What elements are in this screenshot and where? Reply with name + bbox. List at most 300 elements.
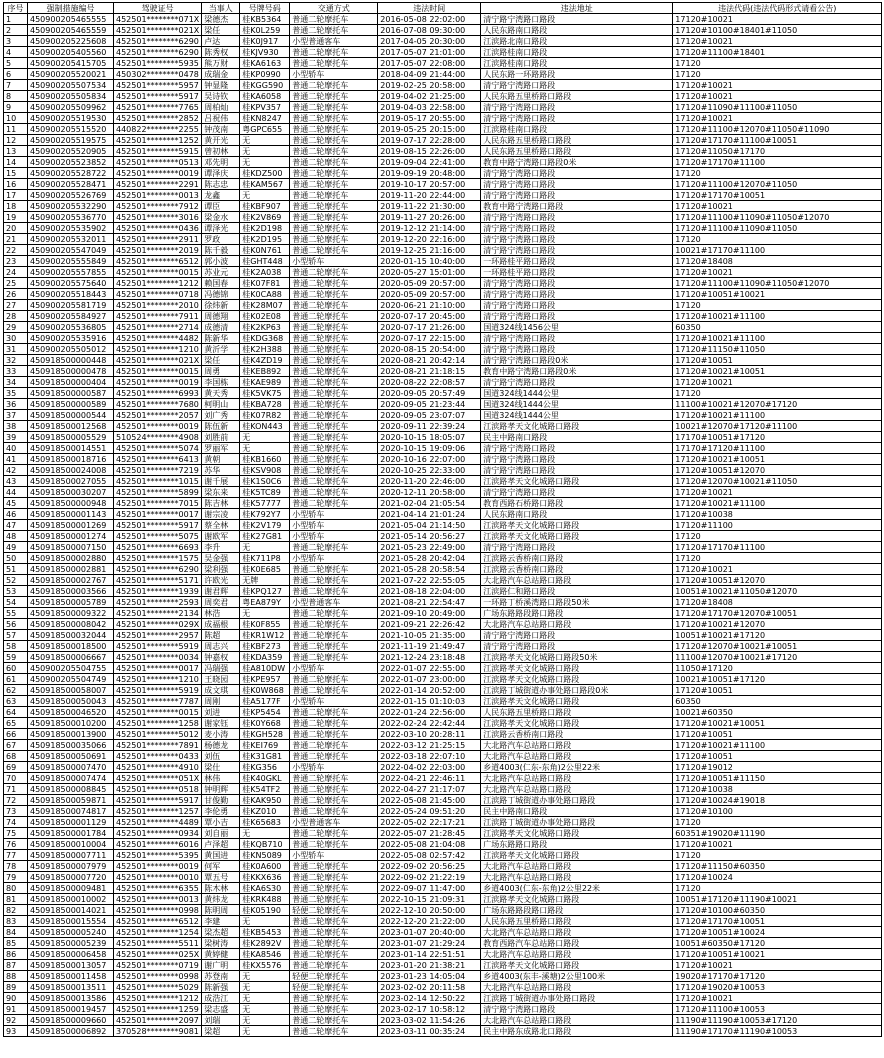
cell-location: 清宁路宁湾路口路段 [481,190,673,201]
cell-plate: 桂KP5454 [240,707,290,718]
cell-index: 69 [4,762,28,773]
cell-code: 17120 [673,69,882,80]
cell-measure-id: 450918500009322 [28,608,114,619]
cell-plate: 桂KON443 [240,421,290,432]
cell-index: 24 [4,267,28,278]
cell-party: 苏业元 [202,267,240,278]
table-row [4,14,882,25]
table-row [4,597,882,608]
cell-time: 2022-04-27 21:17:07 [378,784,481,795]
cell-vehicle-type: 小型轿车 [290,256,378,267]
cell-location: 乡道4003(东丰-溪塘)2公里100米 [481,971,673,982]
cell-plate: 桂K0L259 [240,25,290,36]
cell-index: 31 [4,344,28,355]
cell-party: 黄开光 [202,135,240,146]
cell-code: 17120#11100#11090#11050#12070 [673,278,882,289]
cell-location: 大北路汽车总站路口路段 [481,575,673,586]
cell-plate: 桂A810DW [240,663,290,674]
cell-license-no: 452501********071X [114,14,202,25]
cell-location: 人民东路五里桥路口路段 [481,91,673,102]
cell-time: 2020-08-15 20:54:00 [378,344,481,355]
cell-index: 90 [4,993,28,1004]
cell-code: 17120#10021#10051 [673,454,882,465]
cell-plate: 无 [240,608,290,619]
cell-license-no: 452501********0010 [114,872,202,883]
cell-vehicle-type: 普通二轮摩托车 [290,399,378,410]
table-row [4,234,882,245]
cell-party: 郭小波 [202,256,240,267]
cell-time: 2019-05-25 20:15:00 [378,124,481,135]
cell-measure-id: 450918500074817 [28,806,114,817]
cell-measure-id: 450900205405560 [28,47,114,58]
cell-time: 2020-07-17 20:45:00 [378,311,481,322]
cell-index: 35 [4,388,28,399]
table-row [4,487,882,498]
cell-plate: 桂A5177F [240,696,290,707]
cell-location: 江滨路仁和路口路段 [481,586,673,597]
table-row [4,256,882,267]
cell-vehicle-type: 普通二轮摩托车 [290,322,378,333]
table-row [4,828,882,839]
cell-measure-id: 450900205509962 [28,102,114,113]
cell-vehicle-type: 普通二轮摩托车 [290,641,378,652]
cell-plate: 桂KP0990 [240,69,290,80]
cell-index: 78 [4,861,28,872]
cell-vehicle-type: 普通二轮摩托车 [290,157,378,168]
cell-code: 17120#10021#11100 [673,410,882,421]
cell-plate: 桂KAE989 [240,377,290,388]
cell-license-no: 452501********7219 [114,465,202,476]
table-row [4,190,882,201]
cell-plate: 无 [240,1004,290,1015]
cell-time: 2023-01-07 20:40:00 [378,927,481,938]
cell-time: 2019-08-15 22:26:00 [378,146,481,157]
cell-party: 苏华 [202,465,240,476]
table-row [4,124,882,135]
cell-vehicle-type: 普通二轮摩托车 [290,311,378,322]
cell-location: 江滨路孝天文化城路口路段 [481,718,673,729]
cell-vehicle-type: 小型轿车 [290,520,378,531]
cell-index: 74 [4,817,28,828]
cell-time: 2020-05-27 15:01:00 [378,267,481,278]
cell-index: 51 [4,564,28,575]
cell-time: 2020-10-25 22:33:00 [378,465,481,476]
cell-time: 2019-09-04 22:41:00 [378,157,481,168]
cell-time: 2022-05-08 02:57:42 [378,850,481,861]
cell-vehicle-type: 普通二轮摩托车 [290,1026,378,1037]
table-row [4,729,882,740]
cell-code: 10021#12070#17120#11100 [673,421,882,432]
cell-party: 刘胜前 [202,432,240,443]
cell-license-no: 452501********2291 [114,179,202,190]
cell-index: 38 [4,421,28,432]
cell-license-no: 452501********1575 [114,553,202,564]
cell-code: 17120#10051#12070 [673,465,882,476]
cell-code: 17120 [673,553,882,564]
cell-license-no: 452501********5919 [114,641,202,652]
table-row [4,817,882,828]
cell-vehicle-type: 普通二轮摩托车 [290,300,378,311]
cell-license-no: 452501********5395 [114,850,202,861]
cell-time: 2019-11-22 21:30:00 [378,201,481,212]
cell-license-no: 452501********7680 [114,399,202,410]
cell-index: 40 [4,443,28,454]
cell-license-no: 452501********6016 [114,839,202,850]
cell-license-no: 452501********0019 [114,861,202,872]
cell-index: 89 [4,982,28,993]
cell-index: 91 [4,1004,28,1015]
cell-time: 2023-01-07 21:29:24 [378,938,481,949]
cell-vehicle-type: 普通二轮摩托车 [290,344,378,355]
cell-location: 清宁路宁湾路口路段 [481,641,673,652]
cell-location: 清宁路宁湾路口路段 [481,223,673,234]
cell-party: 谢君辉 [202,586,240,597]
table-row [4,674,882,685]
cell-plate: 桂KB1660 [240,454,290,465]
cell-measure-id: 450900205523852 [28,157,114,168]
cell-index: 66 [4,729,28,740]
table-row [4,894,882,905]
cell-license-no: 452501********5919 [114,685,202,696]
cell-party: 成文琪 [202,685,240,696]
cell-license-no: 452501********5935 [114,58,202,69]
cell-code: 17120#10100#18401#11050 [673,25,882,36]
cell-party: 罗政 [202,234,240,245]
cell-license-no: 452501********0019 [114,421,202,432]
table-row [4,113,882,124]
cell-party: 陈志忠 [202,179,240,190]
cell-party: 陈秀权 [202,47,240,58]
table-row [4,322,882,333]
cell-code: 60351#19020#11190 [673,828,882,839]
cell-time: 2023-02-17 10:58:12 [378,1004,481,1015]
cell-measure-id: 450900205532290 [28,201,114,212]
cell-index: 64 [4,707,28,718]
cell-code: 17120#10021 [673,14,882,25]
cell-plate: 无 [240,916,290,927]
cell-index: 82 [4,905,28,916]
cell-party: 梁仕 [202,762,240,773]
cell-code: 17170#10051#17120 [673,432,882,443]
cell-vehicle-type: 普通二轮摩托车 [290,443,378,454]
cell-index: 23 [4,256,28,267]
violations-table [3,2,882,1037]
cell-location: 清宁路宁湾路口路段 [481,630,673,641]
cell-measure-id: 450918500007720 [28,872,114,883]
cell-time: 2023-01-23 14:05:04 [378,971,481,982]
cell-location: 大北路汽车总站路口路段 [481,619,673,630]
cell-location: 清宁路宁湾路口路段 [481,245,673,256]
cell-party: 覃五号 [202,872,240,883]
cell-license-no: 452501********2010 [114,300,202,311]
cell-time: 2019-09-19 20:48:00 [378,168,481,179]
cell-vehicle-type: 普通二轮摩托车 [290,410,378,421]
cell-measure-id: 450918500019457 [28,1004,114,1015]
cell-time: 2022-04-02 22:03:00 [378,762,481,773]
cell-location: 江滨路云香桥南口路段 [481,553,673,564]
cell-location: 一环路丁桥溪湾路口路段50米 [481,597,673,608]
cell-index: 16 [4,179,28,190]
table-row [4,927,882,938]
cell-measure-id: 450918500007711 [28,850,114,861]
cell-location: 一环路桂平路口路段 [481,267,673,278]
cell-plate: 无 [240,993,290,1004]
cell-code: 17120 [673,300,882,311]
cell-code: 17120#10021 [673,993,882,1004]
cell-license-no: 510524********4908 [114,432,202,443]
cell-license-no: 452501********7891 [114,740,202,751]
cell-code: 17120#10024#19018 [673,795,882,806]
cell-measure-id: 450918500001269 [28,520,114,531]
cell-location: 大北路汽车总站路口路段 [481,773,673,784]
cell-index: 86 [4,949,28,960]
cell-index: 6 [4,69,28,80]
cell-time: 2022-03-18 22:07:10 [378,751,481,762]
cell-location: 大北路汽车总站路口路段 [481,949,673,960]
cell-index: 7 [4,80,28,91]
cell-vehicle-type: 小型普通客车 [290,36,378,47]
cell-location: 教育中路宁湾路口路段0米 [481,366,673,377]
cell-location: 国道324线1456公里 [481,322,673,333]
cell-time: 2020-11-20 22:46:00 [378,476,481,487]
cell-plate: 桂KA6S30 [240,883,290,894]
cell-party: 黄沂学 [202,344,240,355]
cell-plate: 桂KJV930 [240,47,290,58]
cell-party: 李伦勇 [202,806,240,817]
cell-party: 谭泽庆 [202,168,240,179]
cell-license-no: 452501********0015 [114,366,202,377]
cell-time: 2022-01-07 22:55:00 [378,663,481,674]
cell-plate: 无 [240,542,290,553]
header-code: 违法代码(违法代码形式请看公告) [673,3,882,14]
cell-time: 2020-07-17 21:26:00 [378,322,481,333]
cell-plate: 桂KB5364 [240,14,290,25]
cell-vehicle-type: 普通二轮摩托车 [290,707,378,718]
cell-code: 17120#10021 [673,377,882,388]
cell-measure-id: 450918500050043 [28,696,114,707]
table-row [4,399,882,410]
cell-party: 陈千毅 [202,245,240,256]
cell-plate: 桂KEI769 [240,740,290,751]
cell-plate: 无 [240,1026,290,1037]
cell-license-no: 452501********1212 [114,278,202,289]
cell-index: 11 [4,124,28,135]
cell-license-no: 452501********051X [114,773,202,784]
cell-location: 清宁路宁湾路口路段 [481,443,673,454]
cell-vehicle-type: 普通二轮摩托车 [290,586,378,597]
cell-time: 2022-01-15 01:10:03 [378,696,481,707]
cell-code: 17120#19012 [673,762,882,773]
table-row [4,652,882,663]
cell-license-no: 452501********6512 [114,256,202,267]
cell-location: 广场东路路段路口路段 [481,905,673,916]
cell-vehicle-type: 普通二轮摩托车 [290,993,378,1004]
cell-party: 赖国春 [202,278,240,289]
cell-license-no: 452501********0013 [114,190,202,201]
cell-measure-id: 450918500000948 [28,498,114,509]
cell-party: 梁德杰 [202,14,240,25]
cell-party: 苏登南 [202,971,240,982]
cell-location: 清宁路宁湾路口路段 [481,102,673,113]
cell-measure-id: 450900205547049 [28,245,114,256]
table-row [4,564,882,575]
cell-code: 17120#17170#10051 [673,916,882,927]
cell-location: 江滨路孝天文化城路口路段 [481,960,673,971]
cell-time: 2023-02-02 20:11:58 [378,982,481,993]
cell-plate: 无 [240,146,290,157]
cell-measure-id: 450900205504755 [28,663,114,674]
cell-location: 人民东路南口路段 [481,25,673,36]
cell-plate: 桂K5TC89 [240,487,290,498]
cell-license-no: 452501********5075 [114,531,202,542]
cell-vehicle-type: 普通二轮摩托车 [290,113,378,124]
cell-license-no: 452501********0034 [114,652,202,663]
cell-license-no: 452501********7015 [114,498,202,509]
cell-time: 2021-05-14 20:56:27 [378,531,481,542]
cell-measure-id: 450900205584927 [28,311,114,322]
cell-location: 江滨路丁城街道办事处路口路段 [481,993,673,1004]
cell-measure-id: 450918500002767 [28,575,114,586]
header-vehicle-type: 交通方式 [290,3,378,14]
table-row [4,608,882,619]
cell-code: 11190#17170#11190#10053 [673,1026,882,1037]
cell-code: 17120#10021 [673,113,882,124]
cell-license-no: 452501********5915 [114,146,202,157]
cell-license-no: 452501********1939 [114,586,202,597]
cell-code: 19020#17170#17120 [673,971,882,982]
cell-measure-id: 450918500059871 [28,795,114,806]
table-row [4,333,882,344]
cell-location: 江滨路孝天文化城路口路段 [481,828,673,839]
cell-measure-id: 450918500024008 [28,465,114,476]
cell-license-no: 452501********025X [114,949,202,960]
cell-plate: 桂KDA359 [240,652,290,663]
cell-plate: 桂K27G81 [240,531,290,542]
cell-time: 2022-01-07 23:00:00 [378,674,481,685]
cell-time: 2021-08-21 22:54:47 [378,597,481,608]
table-row [4,696,882,707]
cell-license-no: 452501********1212 [114,993,202,1004]
cell-plate: 桂K0J917 [240,36,290,47]
cell-plate: 无 [240,971,290,982]
cell-location: 江滨路丁城街道办事处路口路段0米 [481,685,673,696]
cell-measure-id: 450918500010002 [28,894,114,905]
cell-party: 谭臣 [202,201,240,212]
table-row [4,421,882,432]
cell-time: 2021-04-14 21:01:24 [378,509,481,520]
table-row [4,465,882,476]
cell-party: 梁利强 [202,564,240,575]
cell-license-no: 452501********5917 [114,520,202,531]
cell-license-no: 452501********1210 [114,674,202,685]
cell-party: 周勇 [202,366,240,377]
cell-index: 20 [4,223,28,234]
cell-index: 33 [4,366,28,377]
cell-party: 陈超 [202,630,240,641]
cell-measure-id: 450918500005789 [28,597,114,608]
cell-index: 53 [4,586,28,597]
cell-location: 江滨路孝天文化城路口路段 [481,850,673,861]
cell-measure-id: 450918500013057 [28,960,114,971]
cell-plate: 桂KDZ500 [240,168,290,179]
cell-measure-id: 450918500006892 [28,1026,114,1037]
cell-code: 17120#10100 [673,806,882,817]
cell-location: 教育西路石桥路口路段 [481,498,673,509]
cell-plate: 桂K65683 [240,817,290,828]
table-row [4,366,882,377]
cell-location: 清宁路宁湾路口路段 [481,179,673,190]
cell-vehicle-type: 轻便二轮摩托车 [290,971,378,982]
cell-party: 卢达 [202,36,240,47]
cell-index: 75 [4,828,28,839]
cell-vehicle-type: 小型轿车 [290,762,378,773]
cell-measure-id: 450918500006667 [28,652,114,663]
cell-party: 陈吉林 [202,498,240,509]
cell-plate: 桂KPV357 [240,102,290,113]
cell-time: 2019-04-03 22:58:00 [378,102,481,113]
cell-license-no: 452501********2097 [114,1015,202,1026]
cell-index: 76 [4,839,28,850]
cell-code: 17120#10051 [673,751,882,762]
cell-time: 2022-12-10 20:50:00 [378,905,481,916]
cell-vehicle-type: 普通二轮摩托车 [290,729,378,740]
cell-time: 2019-12-20 22:16:00 [378,234,481,245]
cell-location: 江滨路孝天文化城路口路段 [481,894,673,905]
cell-location: 清宁路宁湾路口路段 [481,14,673,25]
table-row [4,784,882,795]
cell-plate: 桂K0F855 [240,619,290,630]
cell-location: 江滨路孝天文化城路口路段 [481,531,673,542]
cell-time: 2019-11-27 20:26:00 [378,212,481,223]
cell-license-no: 452501********5171 [114,575,202,586]
cell-location: 国道324线1444公里 [481,388,673,399]
cell-measure-id: 450900205535902 [28,223,114,234]
cell-license-no: 452501********2134 [114,608,202,619]
cell-party: 周奕君 [202,597,240,608]
table-row [4,861,882,872]
table-row [4,1026,882,1037]
cell-party: 梁志盛 [202,1004,240,1015]
cell-code: 17120#11100#11090#11050#12070 [673,212,882,223]
cell-location: 清宁路宁湾路口路段 [481,168,673,179]
cell-measure-id: 450900205520905 [28,146,114,157]
table-row [4,850,882,861]
cell-party: 柯明山 [202,399,240,410]
cell-time: 2020-12-11 20:58:00 [378,487,481,498]
cell-time: 2016-07-08 09:30:00 [378,25,481,36]
cell-party: 陈明周 [202,905,240,916]
table-row [4,982,882,993]
cell-code: 17120#17170#11100 [673,542,882,553]
cell-measure-id: 450900205515520 [28,124,114,135]
cell-party: 黄炜龙 [202,894,240,905]
table-row [4,25,882,36]
cell-time: 2022-03-12 21:25:15 [378,740,481,751]
cell-license-no: 452501********7765 [114,102,202,113]
cell-vehicle-type: 普通二轮摩托车 [290,828,378,839]
cell-code: 17120 [673,58,882,69]
cell-vehicle-type: 小型轿车 [290,553,378,564]
cell-vehicle-type: 普通二轮摩托车 [290,542,378,553]
cell-plate: 桂KX5576 [240,960,290,971]
cell-code: 17120#10021 [673,36,882,47]
cell-plate: 桂GHT448 [240,256,290,267]
cell-location: 人民东路一环路路段 [481,69,673,80]
cell-index: 70 [4,773,28,784]
cell-measure-id: 450900205507534 [28,80,114,91]
cell-code: 11100#12070#10021#17120 [673,652,882,663]
cell-location: 民主中路东成路北口路段 [481,1026,673,1037]
